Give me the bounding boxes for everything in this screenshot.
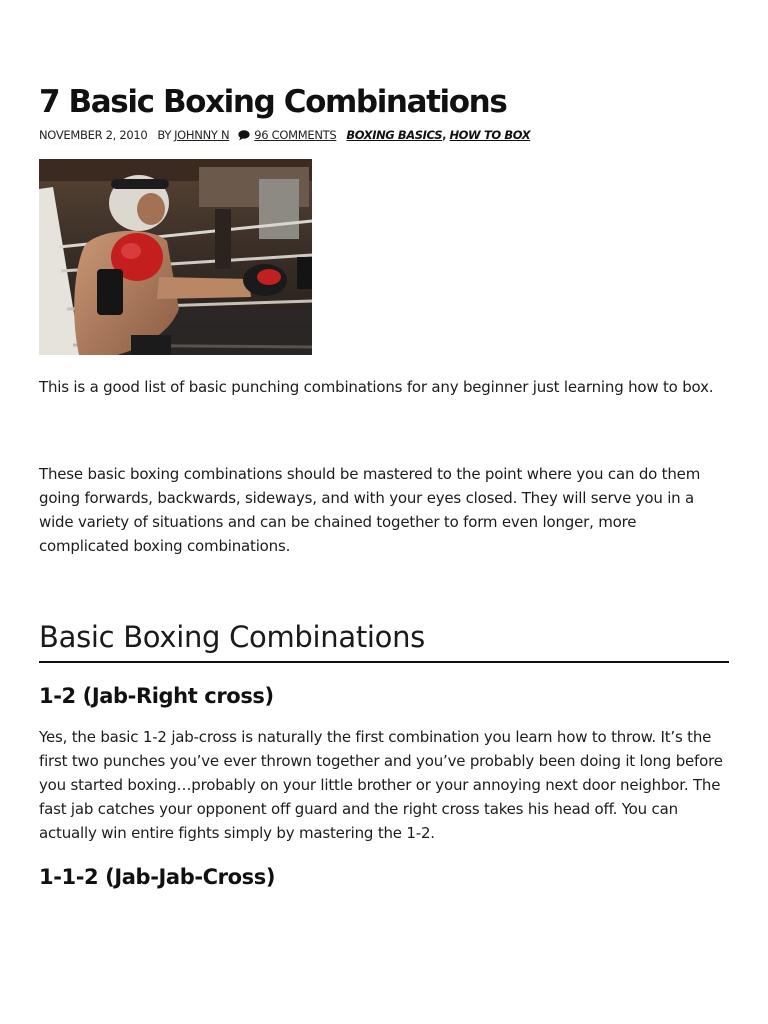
post-meta bbox=[39, 128, 530, 142]
category-link-boxing-basics[interactable]: BOXING BASICS bbox=[346, 128, 443, 142]
by-label: BY bbox=[157, 128, 172, 142]
comments-link[interactable]: 96 COMMENTS bbox=[254, 128, 337, 142]
combo-heading-1-2: 1-2 (Jab-Right cross) bbox=[39, 684, 274, 708]
category-link-how-to-box[interactable]: HOW TO BOX bbox=[449, 128, 531, 142]
speech-bubble-icon bbox=[238, 130, 250, 141]
post-title: 7 Basic Boxing Combinations bbox=[39, 84, 507, 120]
author-link[interactable]: JOHNNY N bbox=[174, 128, 230, 142]
boxer-photo bbox=[39, 159, 312, 355]
combo-heading-1-1-2: 1-1-2 (Jab-Jab-Cross) bbox=[39, 865, 276, 889]
section-heading: Basic Boxing Combinations bbox=[39, 617, 729, 663]
combo-text-1-2: Yes, the basic 1-2 jab-cross is naturally the first combination you learn how to throw. It’s the first two punches you’ve ever thrown together and you’ve probably been doing it long before you started boxing…probably on your little brother or your annoying next door neighbor. The fast jab catches your opponent off guard and the right cross takes his head off. You can actually win entire fights simply by mastering the 1-2. bbox=[39, 728, 723, 842]
body-paragraph: These basic boxing combinations should be mastered to the point where you can do them going forwards, backwards, sideways, and with your eyes closed. They will serve you in a wide variety of situations and can be chained together to form even longer, more complicated boxing combinations. bbox=[39, 465, 701, 555]
intro-paragraph: This is a good list of basic punching combinations for any beginner just learning how to box. bbox=[39, 378, 714, 396]
post-date: NOVEMBER 2, 2010 bbox=[39, 128, 148, 142]
category-separator: , bbox=[442, 128, 447, 142]
